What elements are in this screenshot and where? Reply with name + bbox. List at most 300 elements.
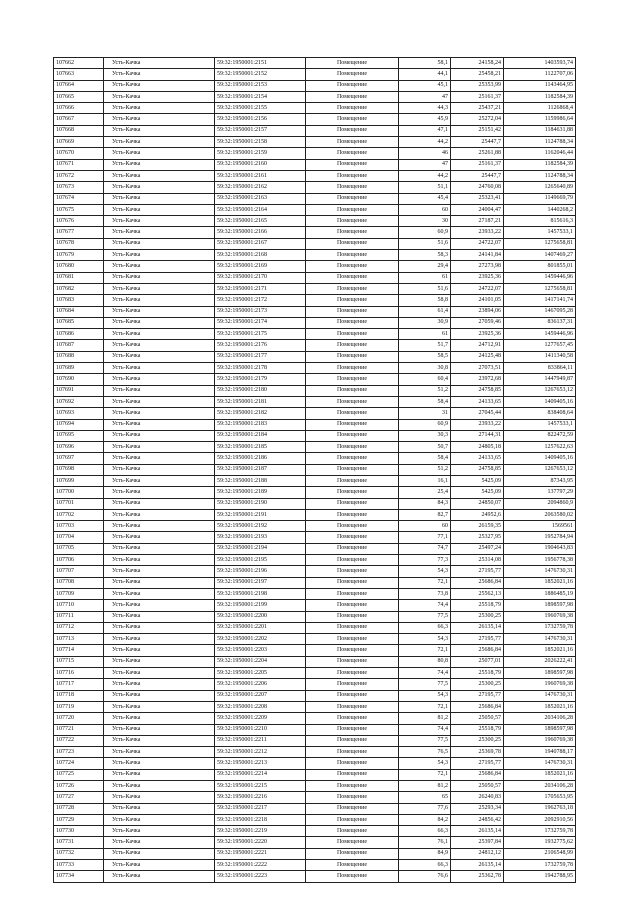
unit-value-cell: 24760,08	[451, 182, 504, 193]
object-type-cell: Помещение	[306, 340, 399, 351]
area-cell: 44,2	[399, 137, 451, 148]
cadastral-number-cell: 59:32:1950001:2157	[215, 125, 306, 136]
unit-value-cell: 25686,84	[451, 769, 504, 780]
cadastral-value-cell: 1457533,1	[504, 227, 576, 238]
locality-cell: Усть-Качка	[104, 340, 215, 351]
locality-cell: Усть-Качка	[104, 159, 215, 170]
area-cell: 54,3	[399, 566, 451, 577]
unit-value-cell: 25447,7	[451, 137, 504, 148]
cadastral-value-cell: 1459446,96	[504, 329, 576, 340]
unit-value-cell: 25050,57	[451, 781, 504, 792]
row-number-cell: 107700	[54, 487, 104, 498]
row-number-cell: 107688	[54, 351, 104, 362]
table-row	[54, 329, 576, 340]
row-number-cell: 107734	[54, 871, 104, 882]
cadastral-value-cell: 1447949,87	[504, 374, 576, 385]
unit-value-cell: 25458,21	[451, 69, 504, 80]
table-body	[54, 58, 576, 883]
row-number-cell: 107674	[54, 193, 104, 204]
cadastral-value-cell: 1940788,17	[504, 747, 576, 758]
table-row	[54, 769, 576, 780]
table-row	[54, 306, 576, 317]
locality-cell: Усть-Качка	[104, 566, 215, 577]
cadastral-value-cell: 1476730,31	[504, 566, 576, 577]
cadastral-number-cell: 59:32:1950001:2219	[215, 826, 306, 837]
table-row	[54, 137, 576, 148]
area-cell: 51,1	[399, 182, 451, 193]
area-cell: 47	[399, 159, 451, 170]
cadastral-value-cell: 1459446,96	[504, 272, 576, 283]
area-cell: 81,2	[399, 713, 451, 724]
cadastral-value-cell: 1265640,89	[504, 182, 576, 193]
area-cell: 51,2	[399, 464, 451, 475]
cadastral-number-cell: 59:32:1950001:2162	[215, 182, 306, 193]
cadastral-number-cell: 59:32:1950001:2180	[215, 385, 306, 396]
cadastral-number-cell: 59:32:1950001:2176	[215, 340, 306, 351]
cadastral-number-cell: 59:32:1950001:2179	[215, 374, 306, 385]
table-row	[54, 340, 576, 351]
locality-cell: Усть-Качка	[104, 701, 215, 712]
cadastral-value-cell: 1852021,16	[504, 701, 576, 712]
row-number-cell: 107675	[54, 204, 104, 215]
table-row	[54, 475, 576, 486]
object-type-cell: Помещение	[306, 204, 399, 215]
locality-cell: Усть-Качка	[104, 193, 215, 204]
area-cell: 54,3	[399, 758, 451, 769]
unit-value-cell: 25161,37	[451, 91, 504, 102]
locality-cell: Усть-Качка	[104, 250, 215, 261]
area-cell: 58,4	[399, 396, 451, 407]
object-type-cell: Помещение	[306, 272, 399, 283]
cadastral-number-cell: 59:32:1950001:2171	[215, 283, 306, 294]
cadastral-number-cell: 59:32:1950001:2174	[215, 317, 306, 328]
cadastral-value-cell: 1182584,39	[504, 91, 576, 102]
unit-value-cell: 26135,14	[451, 622, 504, 633]
row-number-cell: 107664	[54, 80, 104, 91]
locality-cell: Усть-Качка	[104, 769, 215, 780]
object-type-cell: Помещение	[306, 125, 399, 136]
object-type-cell: Помещение	[306, 430, 399, 441]
unit-value-cell: 25353,99	[451, 80, 504, 91]
cadastral-number-cell: 59:32:1950001:2186	[215, 453, 306, 464]
area-cell: 60,4	[399, 374, 451, 385]
unit-value-cell: 25397,84	[451, 837, 504, 848]
cadastral-number-cell: 59:32:1950001:2223	[215, 871, 306, 882]
row-number-cell: 107678	[54, 238, 104, 249]
cadastral-value-cell: 1852021,16	[504, 645, 576, 656]
cadastral-number-cell: 59:32:1950001:2204	[215, 656, 306, 667]
unit-value-cell: 25050,57	[451, 713, 504, 724]
object-type-cell: Помещение	[306, 464, 399, 475]
row-number-cell: 107726	[54, 781, 104, 792]
object-type-cell: Помещение	[306, 69, 399, 80]
row-number-cell: 107697	[54, 453, 104, 464]
area-cell: 45,4	[399, 193, 451, 204]
unit-value-cell: 25077,01	[451, 656, 504, 667]
object-type-cell: Помещение	[306, 690, 399, 701]
area-cell: 46	[399, 148, 451, 159]
unit-value-cell: 25686,84	[451, 577, 504, 588]
locality-cell: Усть-Качка	[104, 103, 215, 114]
cadastral-value-cell: 1932775,62	[504, 837, 576, 848]
locality-cell: Усть-Качка	[104, 679, 215, 690]
cadastral-value-cell: 1403593,74	[504, 58, 576, 69]
locality-cell: Усть-Качка	[104, 408, 215, 419]
unit-value-cell: 27144,31	[451, 430, 504, 441]
cadastral-number-cell: 59:32:1950001:2189	[215, 487, 306, 498]
object-type-cell: Помещение	[306, 498, 399, 509]
table-row	[54, 611, 576, 622]
area-cell: 72,1	[399, 769, 451, 780]
unit-value-cell: 25300,25	[451, 735, 504, 746]
row-number-cell: 107686	[54, 329, 104, 340]
row-number-cell: 107682	[54, 283, 104, 294]
unit-value-cell: 24758,85	[451, 385, 504, 396]
row-number-cell: 107691	[54, 385, 104, 396]
row-number-cell: 107693	[54, 408, 104, 419]
object-type-cell: Помещение	[306, 724, 399, 735]
locality-cell: Усть-Качка	[104, 758, 215, 769]
table-row	[54, 442, 576, 453]
unit-value-cell: 24722,07	[451, 238, 504, 249]
object-type-cell: Помещение	[306, 261, 399, 272]
cadastral-number-cell: 59:32:1950001:2216	[215, 792, 306, 803]
unit-value-cell: 25686,84	[451, 701, 504, 712]
object-type-cell: Помещение	[306, 182, 399, 193]
area-cell: 54,3	[399, 634, 451, 645]
cadastral-number-cell: 59:32:1950001:2196	[215, 566, 306, 577]
locality-cell: Усть-Качка	[104, 283, 215, 294]
table-row	[54, 148, 576, 159]
cadastral-number-cell: 59:32:1950001:2173	[215, 306, 306, 317]
locality-cell: Усть-Качка	[104, 475, 215, 486]
table-row	[54, 566, 576, 577]
cadastral-value-cell: 87343,95	[504, 475, 576, 486]
table-row	[54, 532, 576, 543]
locality-cell: Усть-Качка	[104, 430, 215, 441]
cadastral-number-cell: 59:32:1950001:2194	[215, 543, 306, 554]
object-type-cell: Помещение	[306, 781, 399, 792]
cadastral-number-cell: 59:32:1950001:2151	[215, 58, 306, 69]
area-cell: 72,1	[399, 645, 451, 656]
table-row	[54, 283, 576, 294]
locality-cell: Усть-Качка	[104, 577, 215, 588]
cadastral-value-cell: 1898597,98	[504, 668, 576, 679]
locality-cell: Усть-Качка	[104, 204, 215, 215]
locality-cell: Усть-Качка	[104, 295, 215, 306]
object-type-cell: Помещение	[306, 170, 399, 181]
table-row	[54, 848, 576, 859]
locality-cell: Усть-Качка	[104, 781, 215, 792]
area-cell: 47,1	[399, 125, 451, 136]
area-cell: 47	[399, 91, 451, 102]
locality-cell: Усть-Качка	[104, 690, 215, 701]
table-row	[54, 125, 576, 136]
cadastral-number-cell: 59:32:1950001:2201	[215, 622, 306, 633]
cadastral-number-cell: 59:32:1950001:2202	[215, 634, 306, 645]
row-number-cell: 107673	[54, 182, 104, 193]
cadastral-number-cell: 59:32:1950001:2170	[215, 272, 306, 283]
locality-cell: Усть-Качка	[104, 80, 215, 91]
table-row	[54, 453, 576, 464]
cadastral-value-cell: 1409405,16	[504, 396, 576, 407]
object-type-cell: Помещение	[306, 295, 399, 306]
area-cell: 51,7	[399, 340, 451, 351]
row-number-cell: 107715	[54, 656, 104, 667]
cadastral-number-cell: 59:32:1950001:2158	[215, 137, 306, 148]
unit-value-cell: 27073,51	[451, 363, 504, 374]
table-row	[54, 690, 576, 701]
object-type-cell: Помещение	[306, 442, 399, 453]
area-cell: 45,1	[399, 80, 451, 91]
cadastral-value-cell: 2034106,28	[504, 781, 576, 792]
row-number-cell: 107720	[54, 713, 104, 724]
locality-cell: Усть-Качка	[104, 634, 215, 645]
unit-value-cell: 27195,77	[451, 690, 504, 701]
unit-value-cell: 26135,14	[451, 860, 504, 871]
area-cell: 25,4	[399, 487, 451, 498]
locality-cell: Усть-Качка	[104, 58, 215, 69]
table-row	[54, 80, 576, 91]
object-type-cell: Помещение	[306, 814, 399, 825]
object-type-cell: Помещение	[306, 611, 399, 622]
locality-cell: Усть-Качка	[104, 114, 215, 125]
locality-cell: Усть-Качка	[104, 622, 215, 633]
area-cell: 30,3	[399, 430, 451, 441]
area-cell: 77,6	[399, 803, 451, 814]
area-cell: 72,1	[399, 701, 451, 712]
area-cell: 74,4	[399, 668, 451, 679]
cadastral-number-cell: 59:32:1950001:2165	[215, 216, 306, 227]
locality-cell: Усть-Качка	[104, 91, 215, 102]
cadastral-number-cell: 59:32:1950001:2209	[215, 713, 306, 724]
cadastral-value-cell: 1162046,44	[504, 148, 576, 159]
cadastral-number-cell: 59:32:1950001:2152	[215, 69, 306, 80]
unit-value-cell: 25437,21	[451, 103, 504, 114]
area-cell: 30,8	[399, 363, 451, 374]
table-row	[54, 396, 576, 407]
table-row	[54, 261, 576, 272]
row-number-cell: 107711	[54, 611, 104, 622]
cadastral-number-cell: 59:32:1950001:2190	[215, 498, 306, 509]
unit-value-cell: 24004,47	[451, 204, 504, 215]
unit-value-cell: 27187,21	[451, 216, 504, 227]
table-row	[54, 464, 576, 475]
locality-cell: Усть-Качка	[104, 148, 215, 159]
unit-value-cell: 23925,36	[451, 329, 504, 340]
row-number-cell: 107708	[54, 577, 104, 588]
unit-value-cell: 25300,25	[451, 679, 504, 690]
cadastral-number-cell: 59:32:1950001:2214	[215, 769, 306, 780]
locality-cell: Усть-Качка	[104, 860, 215, 871]
object-type-cell: Помещение	[306, 193, 399, 204]
cadastral-number-cell: 59:32:1950001:2178	[215, 363, 306, 374]
locality-cell: Усть-Качка	[104, 351, 215, 362]
object-type-cell: Помещение	[306, 848, 399, 859]
unit-value-cell: 24712,91	[451, 340, 504, 351]
unit-value-cell: 25562,13	[451, 588, 504, 599]
row-number-cell: 107671	[54, 159, 104, 170]
area-cell: 16,1	[399, 475, 451, 486]
table-row	[54, 747, 576, 758]
cadastral-number-cell: 59:32:1950001:2205	[215, 668, 306, 679]
area-cell: 61	[399, 329, 451, 340]
table-row	[54, 826, 576, 837]
cadastral-value-cell: 1904643,83	[504, 543, 576, 554]
object-type-cell: Помещение	[306, 566, 399, 577]
object-type-cell: Помещение	[306, 645, 399, 656]
unit-value-cell: 24722,07	[451, 283, 504, 294]
table-row	[54, 159, 576, 170]
cadastral-value-cell: 815616,3	[504, 216, 576, 227]
table-row	[54, 204, 576, 215]
object-type-cell: Помещение	[306, 871, 399, 882]
area-cell: 60,9	[399, 419, 451, 430]
cadastral-value-cell: 137797,29	[504, 487, 576, 498]
cadastral-number-cell: 59:32:1950001:2153	[215, 80, 306, 91]
cadastral-number-cell: 59:32:1950001:2185	[215, 442, 306, 453]
cadastral-value-cell: 2106548,99	[504, 848, 576, 859]
cadastral-value-cell: 833864,11	[504, 363, 576, 374]
cadastral-value-cell: 1267653,12	[504, 385, 576, 396]
table-row	[54, 555, 576, 566]
table-row	[54, 238, 576, 249]
cadastral-number-cell: 59:32:1950001:2220	[215, 837, 306, 848]
table-row	[54, 656, 576, 667]
object-type-cell: Помещение	[306, 747, 399, 758]
table-row	[54, 374, 576, 385]
locality-cell: Усть-Качка	[104, 317, 215, 328]
area-cell: 30,9	[399, 317, 451, 328]
unit-value-cell: 25447,7	[451, 170, 504, 181]
locality-cell: Усть-Качка	[104, 724, 215, 735]
table-row	[54, 724, 576, 735]
object-type-cell: Помещение	[306, 622, 399, 633]
row-number-cell: 107680	[54, 261, 104, 272]
locality-cell: Усть-Качка	[104, 261, 215, 272]
locality-cell: Усть-Качка	[104, 498, 215, 509]
object-type-cell: Помещение	[306, 283, 399, 294]
row-number-cell: 107709	[54, 588, 104, 599]
unit-value-cell: 23972,68	[451, 374, 504, 385]
locality-cell: Усть-Качка	[104, 532, 215, 543]
object-type-cell: Помещение	[306, 351, 399, 362]
unit-value-cell: 24805,18	[451, 442, 504, 453]
cadastral-number-cell: 59:32:1950001:2192	[215, 521, 306, 532]
cadastral-number-cell: 59:32:1950001:2184	[215, 430, 306, 441]
table-row	[54, 701, 576, 712]
row-number-cell: 107662	[54, 58, 104, 69]
object-type-cell: Помещение	[306, 679, 399, 690]
table-row	[54, 577, 576, 588]
unit-value-cell: 24952,6	[451, 509, 504, 520]
area-cell: 65	[399, 792, 451, 803]
object-type-cell: Помещение	[306, 317, 399, 328]
object-type-cell: Помещение	[306, 306, 399, 317]
object-type-cell: Помещение	[306, 227, 399, 238]
row-number-cell: 107695	[54, 430, 104, 441]
cadastral-value-cell: 1159986,64	[504, 114, 576, 125]
object-type-cell: Помещение	[306, 792, 399, 803]
object-type-cell: Помещение	[306, 374, 399, 385]
object-type-cell: Помещение	[306, 735, 399, 746]
cadastral-number-cell: 59:32:1950001:2213	[215, 758, 306, 769]
locality-cell: Усть-Качка	[104, 170, 215, 181]
area-cell: 77,5	[399, 735, 451, 746]
row-number-cell: 107684	[54, 306, 104, 317]
table-row	[54, 250, 576, 261]
cadastral-number-cell: 59:32:1950001:2154	[215, 91, 306, 102]
locality-cell: Усть-Качка	[104, 871, 215, 882]
table-row	[54, 69, 576, 80]
row-number-cell: 107679	[54, 250, 104, 261]
table-row	[54, 498, 576, 509]
area-cell: 58,1	[399, 58, 451, 69]
area-cell: 66,3	[399, 622, 451, 633]
locality-cell: Усть-Качка	[104, 227, 215, 238]
row-number-cell: 107705	[54, 543, 104, 554]
row-number-cell: 107718	[54, 690, 104, 701]
object-type-cell: Помещение	[306, 419, 399, 430]
locality-cell: Усть-Качка	[104, 419, 215, 430]
object-type-cell: Помещение	[306, 600, 399, 611]
cadastral-value-cell: 1476730,31	[504, 690, 576, 701]
area-cell: 60	[399, 521, 451, 532]
object-type-cell: Помещение	[306, 91, 399, 102]
cadastral-value-cell: 2034106,28	[504, 713, 576, 724]
locality-cell: Усть-Качка	[104, 385, 215, 396]
area-cell: 73,8	[399, 588, 451, 599]
cadastral-number-cell: 59:32:1950001:2193	[215, 532, 306, 543]
locality-cell: Усть-Качка	[104, 329, 215, 340]
table-row	[54, 385, 576, 396]
cadastral-value-cell: 822472,59	[504, 430, 576, 441]
object-type-cell: Помещение	[306, 453, 399, 464]
unit-value-cell: 26240,83	[451, 792, 504, 803]
area-cell: 76,6	[399, 871, 451, 882]
unit-value-cell: 25300,25	[451, 611, 504, 622]
table-row	[54, 430, 576, 441]
row-number-cell: 107689	[54, 363, 104, 374]
unit-value-cell: 25151,42	[451, 125, 504, 136]
row-number-cell: 107725	[54, 769, 104, 780]
cadastral-value-cell: 1898597,98	[504, 724, 576, 735]
unit-value-cell: 25369,78	[451, 747, 504, 758]
row-number-cell: 107706	[54, 555, 104, 566]
unit-value-cell: 24850,07	[451, 498, 504, 509]
row-number-cell: 107727	[54, 792, 104, 803]
cadastral-number-cell: 59:32:1950001:2203	[215, 645, 306, 656]
area-cell: 44,1	[399, 69, 451, 80]
cadastral-number-cell: 59:32:1950001:2200	[215, 611, 306, 622]
row-number-cell: 107687	[54, 340, 104, 351]
area-cell: 60,9	[399, 227, 451, 238]
unit-value-cell: 27195,77	[451, 634, 504, 645]
cadastral-value-cell: 2094860,9	[504, 498, 576, 509]
object-type-cell: Помещение	[306, 577, 399, 588]
unit-value-cell: 25686,84	[451, 645, 504, 656]
unit-value-cell: 27195,77	[451, 758, 504, 769]
locality-cell: Усть-Качка	[104, 374, 215, 385]
area-cell: 84,9	[399, 848, 451, 859]
unit-value-cell: 24133,65	[451, 453, 504, 464]
table-row	[54, 781, 576, 792]
object-type-cell: Помещение	[306, 588, 399, 599]
cadastral-value-cell: 1956778,38	[504, 555, 576, 566]
row-number-cell: 107699	[54, 475, 104, 486]
locality-cell: Усть-Качка	[104, 814, 215, 825]
cadastral-value-cell: 1960769,38	[504, 611, 576, 622]
